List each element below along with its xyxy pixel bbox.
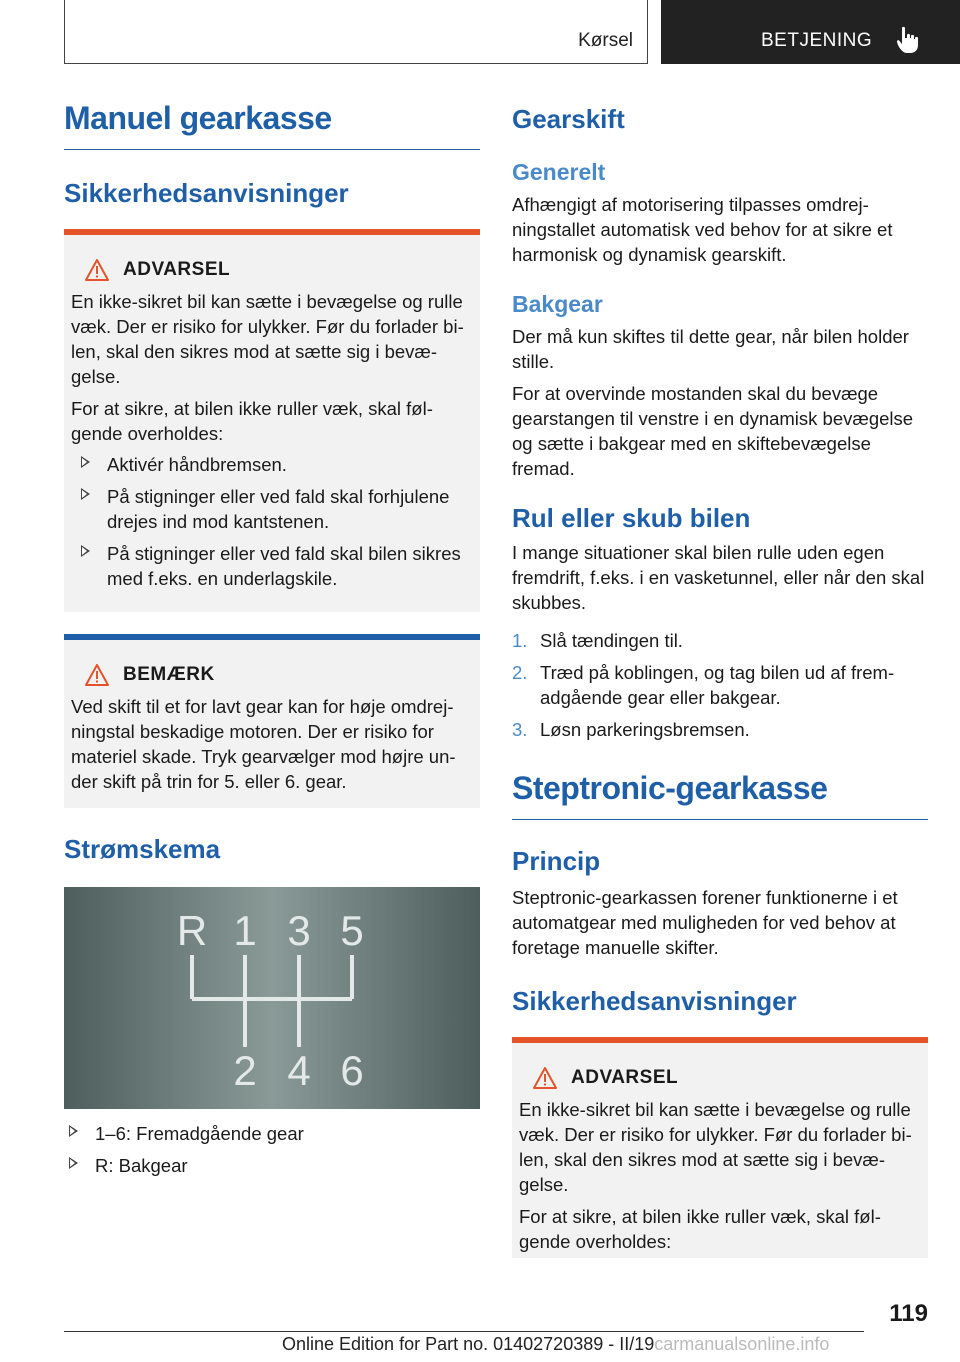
triangle-bullet-icon: [69, 1125, 78, 1137]
roll-text: I mange situationer skal bilen rulle uden egen fremdrift, f.eks. i en vasketunnel, eller når den skal skubbes.: [512, 542, 925, 613]
gear-label-3: 3: [287, 907, 311, 954]
triangle-bullet-icon: [81, 545, 90, 557]
header-section-title: Kørsel: [578, 30, 633, 51]
roll-heading: Rul eller skub bilen: [512, 503, 751, 533]
gear-label-1: 1: [233, 907, 257, 954]
triangle-bullet-icon: [81, 488, 90, 500]
list-item: 1–6: Fremadgående gear: [64, 1121, 480, 1146]
footer-edition: Online Edition for Part no. 01402720389 - II/19carmanualsonline.info: [282, 1334, 830, 1354]
shift-pattern-diagram: [64, 887, 480, 1109]
left-column: [64, 100, 480, 1185]
reverse-heading: Bakgear: [512, 291, 603, 317]
warning-label: ADVARSEL: [123, 259, 231, 280]
safety-heading: Sikkerhedsanvisninger: [64, 178, 349, 208]
gear-label-5: 5: [340, 907, 364, 954]
header-section-tab: [64, 0, 648, 64]
list-item: 2. Træd på koblingen, og tag bilen ud af fremadgående gear eller bakgear.: [512, 662, 895, 708]
warning-text-2: For at sikre, at bilen ikke ruller væk, skal følgende overholdes:: [71, 398, 433, 444]
general-heading: Generelt: [512, 159, 606, 185]
warning-icon: [533, 1067, 557, 1089]
steptronic-title: Steptronic-gearkasse: [512, 770, 928, 820]
warning-label-right: ADVARSEL: [571, 1067, 679, 1088]
gear-label-6: 6: [340, 1047, 364, 1094]
safety-heading-right: Sikkerhedsanvisninger: [512, 986, 797, 1016]
right-column: [512, 104, 928, 1258]
warning-text: En ikke-sikret bil kan sætte i bevægelse og rulle væk. Der er risiko for ulykker. Før du forlader bilen, skal den sikres mod at sætte sig i bevægelse.: [71, 291, 464, 387]
notice-label: BEMÆRK: [123, 664, 215, 685]
list-item: På stigninger eller ved fald skal forhjulene drejes ind mod kantstenen.: [71, 484, 474, 534]
reverse-text: Der må kun skiftes til dette gear, når bilen holder stille.: [512, 326, 909, 372]
gearshift-heading: Gearskift: [512, 104, 625, 134]
legend-list: [64, 1121, 480, 1178]
header-chapter-title: BETJENING: [761, 30, 873, 51]
triangle-bullet-icon: [69, 1157, 78, 1169]
notice-box: [64, 634, 480, 808]
steps-list: [512, 628, 928, 742]
gear-label-4: 4: [287, 1047, 311, 1094]
list-item: 1. Slå tændingen til.: [512, 630, 683, 651]
warning-box: [64, 229, 480, 612]
shift-pattern-image: [64, 887, 480, 1109]
principle-heading: Princip: [512, 846, 601, 876]
warning-icon: [85, 664, 109, 686]
warning-box-right: [512, 1037, 928, 1258]
scheme-heading: Strømskema: [64, 834, 221, 864]
warning-text-right: En ikke-sikret bil kan sætte i bevægelse og rulle væk. Der er risiko for ulykker. Før du forlader bilen, skal den sikres mod at sætte sig i bevægelse.: [519, 1099, 912, 1195]
warning-bullet-list: [71, 452, 474, 591]
warning-icon: [85, 259, 109, 281]
list-item: 3. Løsn parkeringsbremsen.: [512, 719, 750, 740]
general-text: Afhængigt af motorisering tilpasses omdrejningstallet automatisk ved behov for at sikre et harmonisk og dynamisk gearskift.: [512, 194, 893, 265]
warning-text-right-2: For at sikre, at bilen ikke ruller væk, skal følgende overholdes:: [519, 1206, 881, 1252]
page-number: 119: [889, 1300, 928, 1327]
triangle-bullet-icon: [81, 456, 90, 468]
list-item: R: Bakgear: [64, 1153, 480, 1178]
list-item: På stigninger eller ved fald skal bilen sikres med f.eks. en underlagskile.: [71, 541, 474, 591]
notice-text: Ved skift til et for lavt gear kan for høje omdrejningstal beskadige motoren. Der er risiko for materiel skade. Tryk gearvælger mod højre under skift på trin for 5. eller 6. gear.: [71, 696, 456, 792]
gear-label-2: 2: [233, 1047, 257, 1094]
page-title: Manuel gearkasse: [64, 100, 480, 150]
principle-text: Steptronic-gearkassen forener funktionerne i et automatgear med muligheden for ved behov at foretage manuelle skifter.: [512, 887, 898, 958]
gear-label-R: R: [176, 907, 208, 954]
list-item: Aktivér håndbremsen.: [71, 452, 474, 477]
watermark: carmanualsonline.info: [654, 1334, 830, 1354]
footer-divider: [64, 1331, 864, 1332]
reverse-text-2: For at overvinde mostanden skal du bevæge gearstangen til venstre i en dynamisk bevægelse og sætte i bakgear med en skiftebevægelse fremad.: [512, 383, 914, 479]
pointing-hand-icon: [896, 26, 920, 54]
